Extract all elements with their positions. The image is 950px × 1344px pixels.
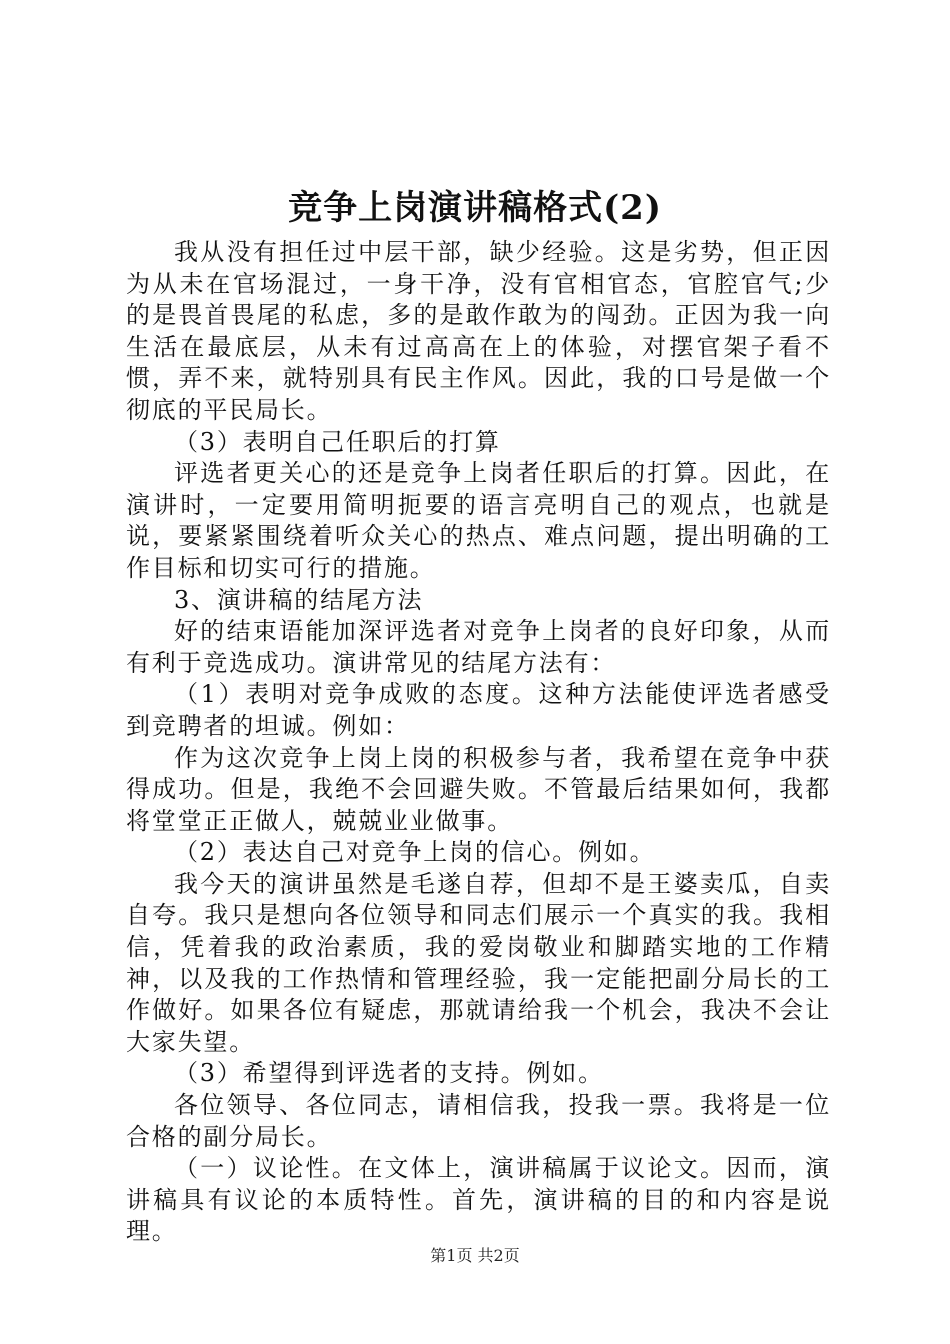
paragraph: 作为这次竞争上岗上岗的积极参与者，我希望在竞争中获得成功。但是，我绝不会回避失败。不管最后结果如何，我都将堂堂正正做人，兢兢业业做事。	[126, 743, 831, 835]
paragraph: 评选者更关心的还是竞争上岗者任职后的打算。因此，在演讲时，一定要用简明扼要的语言亮明自己的观点，也就是说，要紧紧围绕着听众关心的热点、难点问题，提出明确的工作目标和切实可行的措施。	[126, 459, 831, 582]
paragraph: 我今天的演讲虽然是毛遂自荐，但却不是王婆卖瓜，自卖自夸。我只是想向各位领导和同志们展示一个真实的我。我相信，凭着我的政治素质，我的爱岗敬业和脚踏实地的工作精神，以及我的工作热情和管理经验，我一定能把副分局长的工作做好。如果各位有疑虑，那就请给我一个机会，我决不会让大家失望。	[126, 869, 831, 1056]
paragraph: （3）表明自己任职后的打算	[174, 427, 501, 456]
paragraph: （1）表明对竞争成败的态度。这种方法能使评选者感受到竞聘者的坦诚。例如：	[126, 680, 831, 740]
document-title: 竞争上岗演讲稿格式(2)	[288, 188, 662, 228]
paragraph: （3）希望得到评选者的支持。例如。	[174, 1059, 604, 1088]
document-body	[126, 237, 831, 1248]
paragraph: 各位领导、各位同志，请相信我，投我一票。我将是一位合格的副分局长。	[126, 1091, 831, 1151]
page-footer: 第1页 共2页	[430, 1246, 520, 1265]
paragraph: 我从没有担任过中层干部，缺少经验。这是劣势，但正因为从未在官场混过，一身干净，没有官相官态，官腔官气;少的是畏首畏尾的私虑，多的是敢作敢为的闯劲。正因为我一向生活在最底层，从未有过高高在上的体验，对摆官架子看不惯，弄不来，就特别具有民主作风。因此，我的口号是做一个彻底的平民局长。	[126, 238, 831, 424]
paragraph: 好的结束语能加深评选者对竞争上岗者的良好印象，从而有利于竞选成功。演讲常见的结尾方法有：	[126, 617, 831, 677]
paragraph: （一）议论性。在文体上，演讲稿属于议论文。因而，演讲稿具有议论的本质特性。首先，演讲稿的目的和内容是说理。	[126, 1154, 831, 1246]
paragraph: 3、演讲稿的结尾方法	[174, 585, 424, 614]
paragraph: （2）表达自己对竞争上岗的信心。例如。	[174, 838, 656, 867]
